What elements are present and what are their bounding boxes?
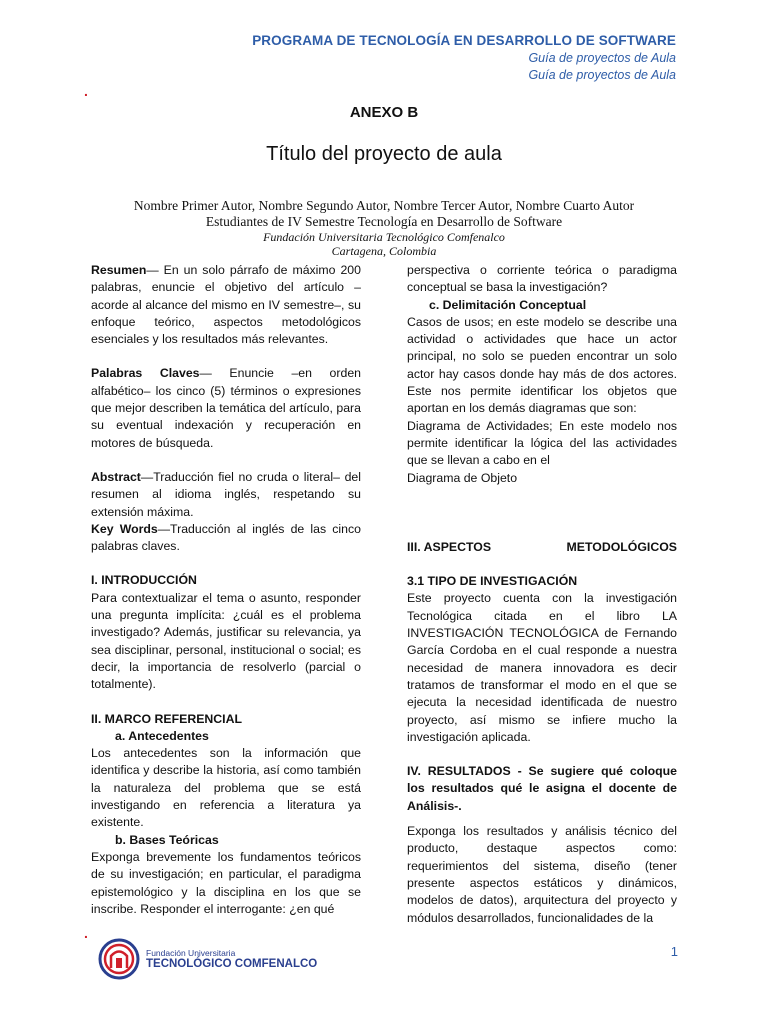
tipo-heading: 3.1 TIPO DE INVESTIGACIÓN — [407, 574, 578, 589]
keywords-label: Key Words — [91, 521, 158, 536]
aspectos-heading-right: METODOLÓGICOS — [566, 539, 677, 554]
abstract-text: —Traducción fiel no cruda o literal– del resumen al idioma inglés, respetando su extensión máxima. — [91, 469, 361, 519]
institution-logo — [98, 938, 317, 980]
palabras-paragraph — [91, 365, 361, 451]
aspectos-heading — [407, 539, 677, 556]
abstract-paragraph — [91, 469, 361, 521]
page-header — [252, 33, 676, 82]
page-number: 1 — [670, 944, 678, 959]
aspectos-heading-left: III. ASPECTOS — [407, 539, 492, 554]
resumen-label: Resumen — [91, 263, 147, 277]
comfenalco-emblem-icon — [98, 938, 140, 980]
annex-label: ANEXO B — [349, 104, 419, 121]
marco-heading: II. MARCO REFERENCIAL — [91, 711, 242, 726]
red-mark-bottom: . — [84, 925, 88, 941]
tipo-text: Este proyecto cuenta con la investigación Tecnológica citada en el libro LA INVESTIGACIÓN TECNOLÓGICA de Fernando García Cordoba en el cual responde a nuestra necesidad de manera innovadora es decir tratamos de transformar el modo en el que se ejecuta la necesidad identificada de nuestro proyecto, así mismo se infiere mucho la investigación aplicada. — [407, 591, 677, 744]
antecedentes-heading: a. Antecedentes — [115, 728, 209, 743]
diagrama-actividades-text: Diagrama de Actividades; En este modelo nos permite identificar la lógica del las actividades que se llevan a cabo en el — [407, 418, 677, 468]
delimitacion-text: Casos de usos; en este modelo se describe una actividad o actividades que hace un actor principal, no solo se pueden encontrar un solo actor hay casos donde hay más de dos actores. Este nos permite identificar los objetos que aportan en los demás diagramas que son: — [407, 314, 677, 416]
author-institution: Fundación Universitaria Tecnológico Comfenalco — [263, 230, 505, 244]
resultados-heading: IV. RESULTADOS - Se sugiere qué coloque los resultados qué le asigna el docente de Análisis-. — [407, 764, 677, 813]
abstract-label: Abstract — [91, 469, 141, 484]
guide-subtitle: Guía de proyectos de Aula — [528, 51, 676, 65]
resumen-paragraph — [91, 262, 361, 348]
keywords-paragraph — [91, 521, 361, 556]
red-mark: . — [84, 83, 88, 99]
author-program: Estudiantes de IV Semestre Tecnología en Desarrollo de Software — [205, 214, 563, 229]
right-column — [407, 262, 677, 927]
palabras-label: Palabras Claves — [91, 366, 200, 381]
intro-heading: I. INTRODUCCIÓN — [91, 573, 197, 588]
resumen-text: — En un solo párrafo de máximo 200 palabras, enuncie el objetivo del artículo – acorde al alcance del mismo en IV semestre–, su enfoque teórico, aspectos metodológicos esenciales y los resultados más relevantes. — [91, 263, 361, 347]
author-names: Nombre Primer Autor, Nombre Segundo Autor, Nombre Tercer Autor, Nombre Cuarto Autor — [133, 198, 635, 213]
logo-line-1: Fundación Universitaria — [146, 947, 236, 958]
document-title: Título del proyecto de aula — [266, 143, 502, 165]
logo-line-2: TECNOLÓGICO COMFENALCO — [146, 957, 318, 970]
author-city: Cartagena, Colombia — [331, 244, 437, 258]
bases-heading: b. Bases Teóricas — [115, 832, 219, 847]
continuation-text: perspectiva o corriente teórica o paradigma conceptual se basa la investigación? — [407, 263, 677, 295]
guide-subtitle-repeat: Guía de proyectos de Aula — [528, 68, 676, 82]
authors-block — [0, 198, 768, 258]
keywords-text: —Traducción al inglés de las cinco palabras claves. — [91, 521, 361, 554]
delimitacion-heading: c. Delimitación Conceptual — [429, 297, 587, 312]
left-column — [91, 262, 361, 918]
program-title: PROGRAMA DE TECNOLOGÍA EN DESARROLLO DE SOFTWARE — [252, 33, 676, 48]
diagrama-objeto-text: Diagrama de Objeto — [407, 470, 518, 485]
intro-text: Para contextualizar el tema o asunto, responder una pregunta implícita: ¿cuál es el problema investigado? Además, justificar su relevancia, ya sea disciplinar, personal, institucional o social; es decir, la importancia de resolverlo (parcial o totalmente). — [91, 590, 361, 692]
bases-text: Exponga brevemente los fundamentos teóricos de su investigación; en particular, el paradigma epistemológico y la disciplina en los que se inscribe. Responder el interrogante: ¿en qué — [91, 849, 361, 916]
palabras-text: — Enuncie –en orden alfabético– los cinco (5) términos o expresiones que mejor describen la temática del artículo, para su eventual indexación y recuperación en motores de búsqueda. — [91, 366, 362, 450]
antecedentes-text: Los antecedentes son la información que identifica y describe la historia, así como también la naturaleza del problema que se está investigando en referencia a literatura ya existente. — [91, 746, 361, 830]
resultados-text: Exponga los resultados y análisis técnico del producto, destaque aspectos como: requerimientos del sistema, diseño (tener presente aspectos estáticos y dinámicos, modelos de datos), arquitectura del proyecto y módulos desarrollados, funcionalidades de la — [407, 824, 677, 925]
